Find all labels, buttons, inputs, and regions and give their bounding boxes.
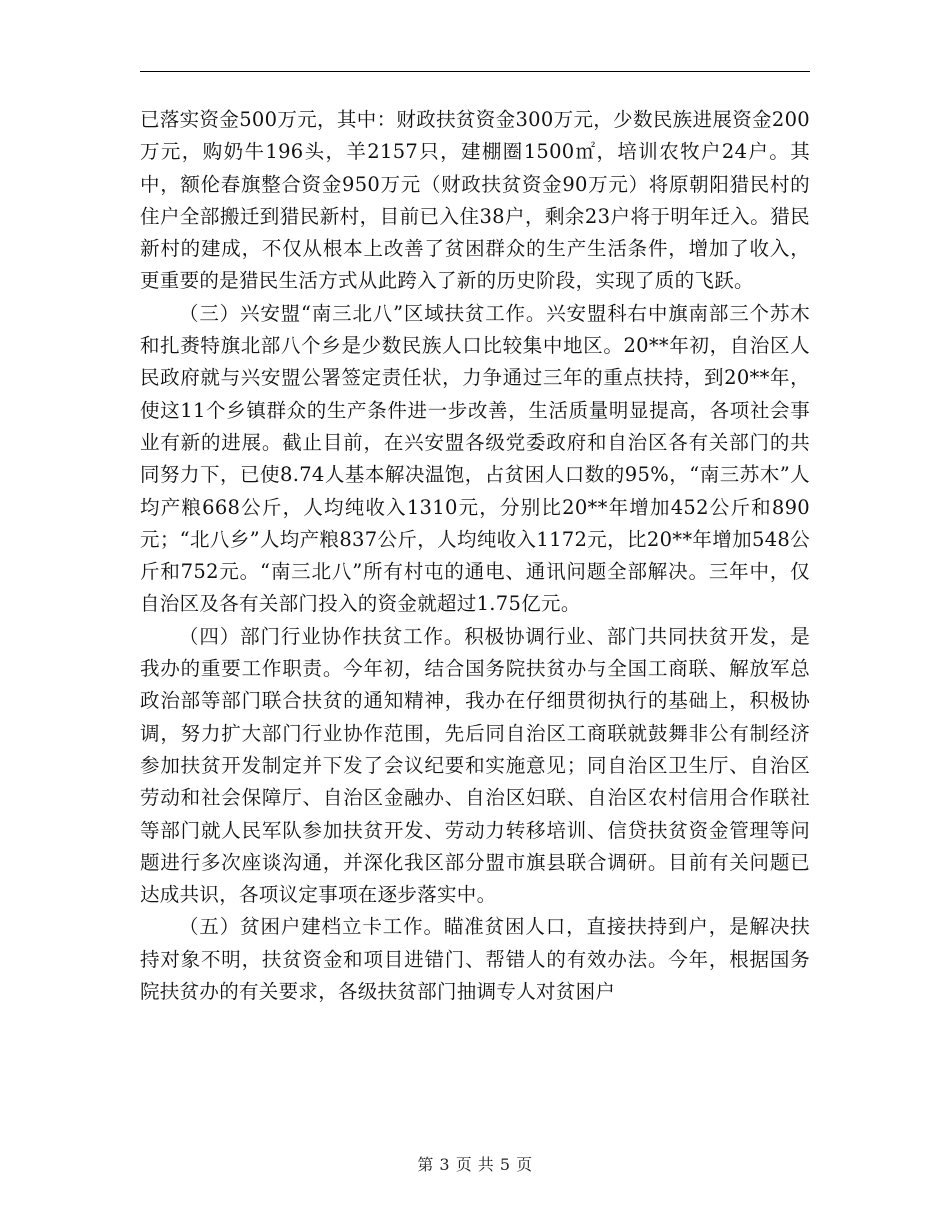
paragraph-continued: 已落实资金500万元，其中：财政扶贫资金300万元，少数民族进展资金200万元，购奶牛196头，羊2157只，建棚圈1500㎡，培训农牧户24户。其中，额伦春旗整合资金950万元（财政扶贫资金90万元）将原朝阳猎民村的住户全部搬迁到猎民新村，目前已入住38户，剩余23户将于明年迁入。猎民新村的建成，不仅从根本上改善了贫困群众的生产生活条件，增加了收入，更重要的是猎民生活方式从此跨入了新的历史阶段，实现了质的飞跃。 [140,108,810,293]
page-number-footer: 第 3 页 共 5 页 [417,1155,533,1174]
paragraph-section-3: （三）兴安盟“南三北八”区域扶贫工作。兴安盟科右中旗南部三个苏木和扎赉特旗北部八个乡是少数民族人口比较集中地区。20**年初，自治区人民政府就与兴安盟公署签定责任状，力争通过三年的重点扶持，到20**年，使这11个乡镇群众的生产条件进一步改善，生活质量明显提高，各项社会事业有新的进展。截止目前，在兴安盟各级党委政府和自治区各有关部门的共同努力下，已使8.74人基本解决温饱，占贫困人口数的95%，“南三苏木”人均产粮668公斤，人均纯收入1310元，分别比20**年增加452公斤和890元；“北八乡”人均产粮837公斤，人均纯收入1172元，比20**年增加548公斤和752元。“南三北八”所有村屯的通电、通讯问题全部解决。三年中，仅自治区及各有关部门投入的资金就超过1.75亿元。 [140,301,810,616]
header-rule [140,71,810,72]
document-body [140,104,810,1008]
paragraph-section-4: （四）部门行业协作扶贫工作。积极协调行业、部门共同扶贫开发，是我办的重要工作职责。今年初，结合国务院扶贫办与全国工商联、解放军总政治部等部门联合扶贫的通知精神，我办在仔细贯彻执行的基础上，积极协调，努力扩大部门行业协作范围，先后同自治区工商联就鼓舞非公有制经济参加扶贫开发制定并下发了会议纪要和实施意见；同自治区卫生厅、自治区劳动和社会保障厅、自治区金融办、自治区妇联、自治区农村信用合作联社等部门就人民军队参加扶贫开发、劳动力转移培训、信贷扶贫资金管理等问题进行多次座谈沟通，并深化我区部分盟市旗县联合调研。目前有关问题已达成共识，各项议定事项在逐步落实中。 [140,624,810,907]
paragraph-section-5: （五）贫困户建档立卡工作。瞄准贫困人口，直接扶持到户，是解决扶持对象不明，扶贫资金和项目进错门、帮错人的有效办法。今年，根据国务院扶贫办的有关要求，各级扶贫部门抽调专人对贫困户 [140,915,810,1004]
